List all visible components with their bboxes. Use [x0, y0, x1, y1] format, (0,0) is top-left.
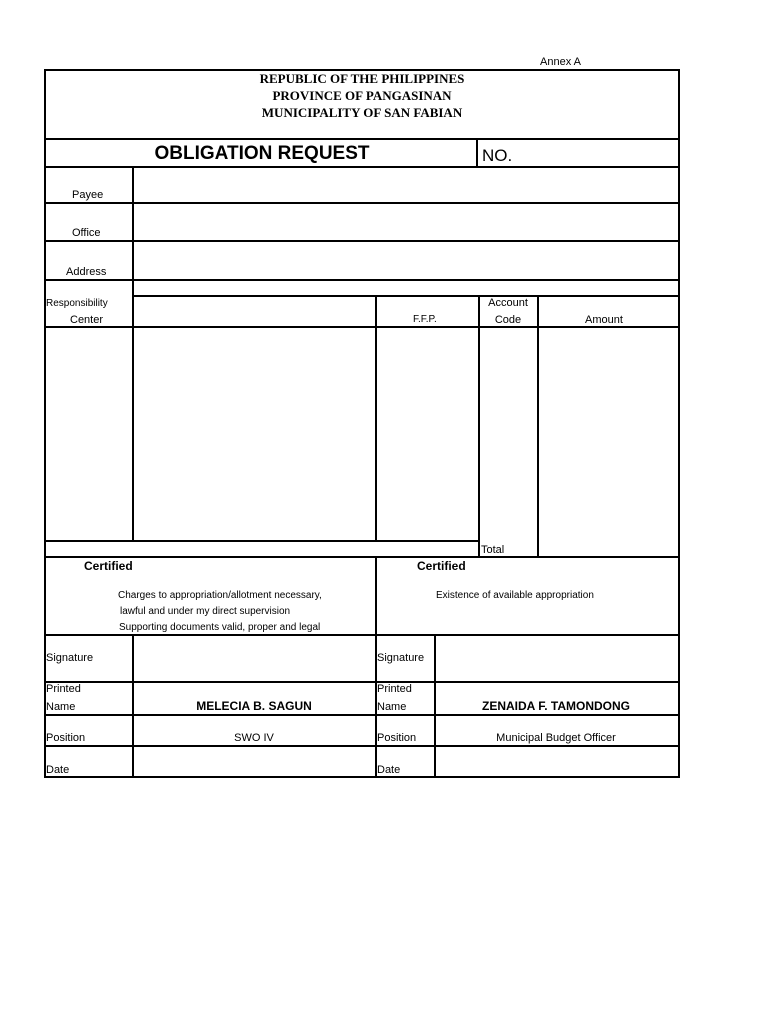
rule: [44, 556, 680, 558]
rule: [44, 714, 680, 716]
date-field-left[interactable]: [135, 747, 374, 775]
rule: [44, 279, 680, 281]
date-label-left: Date: [46, 764, 70, 776]
column-header-responsibility: Responsibility: [46, 298, 108, 309]
column-header-code: Code: [494, 314, 522, 326]
rule: [537, 295, 539, 557]
header-republic: REPUBLIC OF THE PHILIPPINES: [259, 71, 465, 86]
certified-left-heading: Certified: [84, 559, 133, 573]
position-label-left: Position: [46, 732, 86, 744]
office-label: Office: [72, 227, 101, 239]
payee-label: Payee: [72, 189, 104, 201]
position-label-right: Position: [377, 732, 417, 744]
rule: [44, 540, 480, 542]
rule: [132, 166, 134, 541]
number-label: NO.: [482, 146, 513, 165]
column-header-account: Account: [488, 297, 528, 309]
certified-right-line-1: Existence of available appropriation: [436, 590, 594, 601]
rule: [132, 295, 680, 297]
certified-left-line-2: lawful and under my direct supervision: [120, 606, 291, 617]
rule: [478, 295, 480, 557]
header-province: PROVINCE OF PANGASINAN: [272, 88, 452, 103]
name-label-left: Name: [46, 701, 76, 713]
signature-label-left: Signature: [46, 652, 94, 664]
position-value-left: SWO IV: [234, 732, 274, 744]
printed-name-right: ZENAIDA F. TAMONDONG: [482, 699, 630, 713]
signature-field-right[interactable]: [437, 636, 677, 680]
border-bottom: [44, 776, 680, 778]
amount-area[interactable]: [540, 328, 677, 555]
rule: [132, 634, 134, 777]
address-label: Address: [66, 266, 107, 278]
total-label: Total: [481, 544, 505, 556]
position-value-right: Municipal Budget Officer: [496, 732, 616, 744]
number-field[interactable]: [520, 140, 676, 165]
date-label-right: Date: [377, 764, 401, 776]
rule: [375, 295, 377, 541]
printed-label-right: Printed: [377, 683, 412, 695]
payee-field[interactable]: [135, 168, 677, 201]
column-header-amount: Amount: [585, 314, 623, 326]
border-right: [678, 69, 680, 778]
signature-field-left[interactable]: [135, 636, 374, 680]
certified-right-heading: Certified: [417, 559, 466, 573]
border-left: [44, 69, 46, 778]
rule: [44, 681, 680, 683]
name-label-right: Name: [377, 701, 407, 713]
rule: [476, 138, 478, 167]
signature-label-right: Signature: [377, 652, 425, 664]
particulars-area[interactable]: [135, 328, 374, 539]
date-field-right[interactable]: [437, 747, 677, 775]
header-municipality: MUNICIPALITY OF SAN FABIAN: [261, 105, 463, 120]
printed-label-left: Printed: [46, 683, 81, 695]
printed-name-left: MELECIA B. SAGUN: [196, 699, 312, 713]
rule: [434, 634, 436, 777]
column-header-ffp: F.F.P.: [413, 314, 437, 325]
address-field[interactable]: [135, 242, 677, 278]
column-header-center: Center: [70, 314, 104, 326]
annex-label: Annex A: [540, 56, 581, 68]
office-field[interactable]: [135, 204, 677, 239]
certified-left-line-3: Supporting documents valid, proper and legal: [119, 622, 321, 633]
certified-left-line-1: Charges to appropriation/allotment necessary,: [118, 590, 322, 601]
form-title: OBLIGATION REQUEST: [154, 143, 370, 164]
